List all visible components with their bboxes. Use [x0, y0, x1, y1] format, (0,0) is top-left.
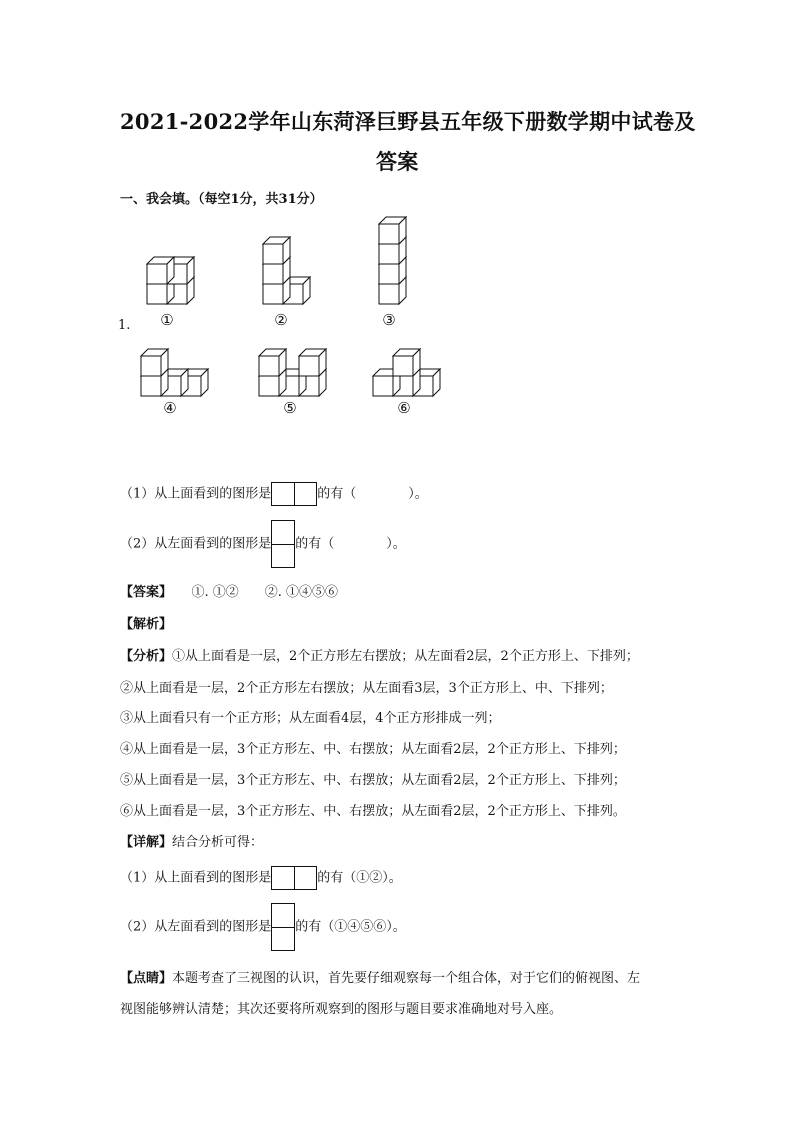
cube-face [263, 244, 283, 264]
question-2-prefix: （2）从左面看到的图形是 [120, 536, 272, 552]
comment-text-1: 本题考查了三视图的认识，首先要仔细观察每一个组合体，对于它们的俯视图、左 [172, 971, 641, 986]
cube-face [379, 264, 399, 284]
cube-face [379, 224, 399, 244]
title-line-1: 2021-2022学年山东菏泽巨野县五年级下册数学期中试卷及 [120, 109, 696, 134]
analysis-line-5: ⑤从上面看是一层，3个正方形左、中、右摆放；从左面看2层，2个正方形上、下排列； [120, 773, 626, 788]
answer-2-suffix: 的有（①④⑤⑥）。 [295, 919, 406, 935]
cube-face [263, 284, 283, 304]
top-view-shape [271, 482, 317, 506]
figure-label: ③ [382, 311, 396, 329]
analysis-line-1 [120, 645, 639, 664]
figure-label: ② [274, 311, 288, 329]
question-1-suffix: 的有（ ）。 [317, 486, 428, 502]
cube-face [373, 376, 393, 396]
title-line-2: 答案 [376, 149, 419, 174]
answer-2 [120, 903, 406, 951]
figure-label: ⑥ [397, 399, 411, 417]
cube-figures [0, 0, 794, 460]
detail-label: 【详解】 [120, 835, 173, 850]
cube-face [147, 284, 167, 304]
answer-2-prefix: （2）从左面看到的图形是 [120, 919, 272, 935]
cube-face [147, 264, 167, 284]
cube-face [141, 376, 161, 396]
answer-label: 【答案】 [120, 585, 166, 600]
analysis-line-3: ③从上面看只有一个正方形；从左面看4层，4个正方形排成一列； [120, 711, 501, 726]
left-view-shape [271, 903, 295, 951]
cube-face [393, 356, 413, 376]
analysis-text-1: ①从上面看是一层，2个正方形左右摆放；从左面看2层，2个正方形上、下排列； [172, 649, 639, 664]
question-1 [120, 482, 428, 506]
cube-face [259, 356, 279, 376]
question-number: 1. [118, 318, 131, 333]
detail-text: 结合分析可得： [172, 835, 264, 850]
answer-text: ①. ①② ②. ①④⑤⑥ [191, 585, 339, 600]
analysis-label: 【分析】 [120, 649, 173, 664]
cube-face [263, 264, 283, 284]
comment-line-2: 视图能够辨认清楚；其次还要将所观察到的图形与题目要求准确地对号入座。 [120, 1002, 563, 1017]
question-2 [120, 520, 406, 568]
analysis-line-2: ②从上面看是一层，2个正方形左右摆放；从左面看3层，3个正方形上、中、下排列； [120, 681, 613, 696]
question-1-prefix: （1）从上面看到的图形是 [120, 486, 272, 502]
cube-face [259, 376, 279, 396]
comment-line-1 [120, 967, 640, 986]
left-view-shape [271, 520, 295, 568]
cube-face [299, 356, 319, 376]
figure-label: ① [160, 311, 174, 329]
cube-face [379, 244, 399, 264]
jiexi-label: 【解析】 [120, 617, 173, 632]
analysis-line-6: ⑥从上面看是一层，3个正方形左、中、右摆放；从左面看2层，2个正方形上、下排列。 [120, 804, 626, 819]
figure-label: ⑤ [283, 399, 297, 417]
analysis-line-4: ④从上面看是一层，3个正方形左、中、右摆放；从左面看2层，2个正方形上、下排列； [120, 742, 626, 757]
question-2-suffix: 的有（ ）。 [295, 536, 406, 552]
answer-line [120, 581, 338, 600]
answer-1 [120, 866, 402, 890]
detail-line [120, 831, 263, 850]
answer-1-prefix: （1）从上面看到的图形是 [120, 870, 272, 886]
cube-face [141, 356, 161, 376]
top-view-shape [271, 866, 317, 890]
section-heading: 一、我会填。（每空1分，共31分） [120, 192, 323, 207]
figure-label: ④ [163, 399, 177, 417]
comment-label: 【点睛】 [120, 971, 173, 986]
cube-face [379, 284, 399, 304]
answer-1-suffix: 的有（①②）。 [317, 870, 402, 886]
